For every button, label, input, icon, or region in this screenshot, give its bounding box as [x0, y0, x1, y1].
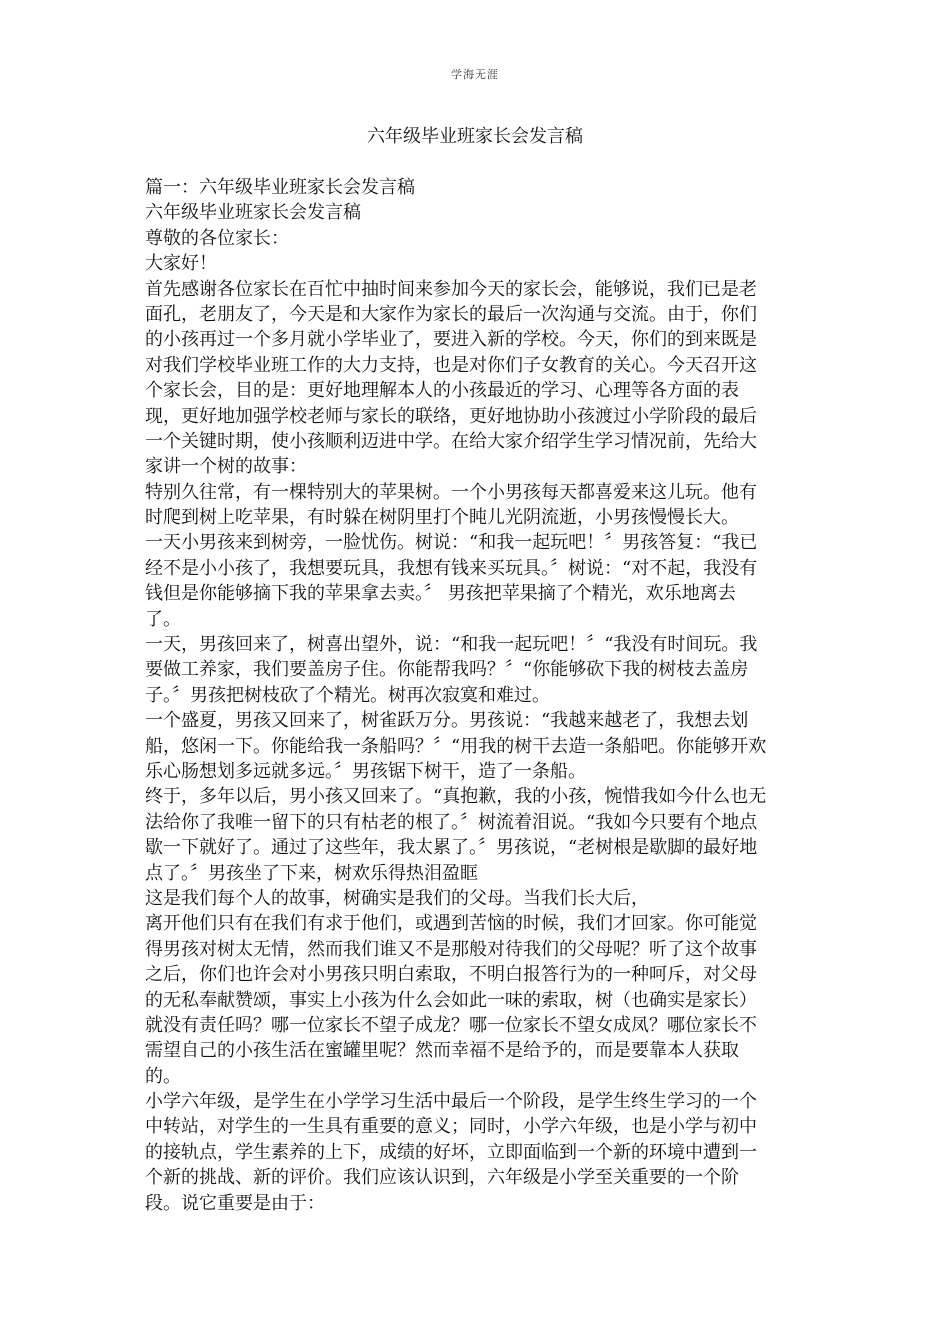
text-line: 子。〞男孩把树枝砍了个精光。树再次寂寞和难过。 [145, 684, 550, 706]
text-line: 钱但是你能够摘下我的苹果拿去卖。〞 男孩把苹果摘了个精光，欢乐地离去 [145, 583, 736, 605]
text-line: 家讲一个树的故事： [145, 456, 307, 478]
text-line: 时爬到树上吃苹果，有时躲在树阴里打个盹儿光阴流逝，小男孩慢慢长大。 [145, 507, 739, 529]
text-line: 尊敬的各位家长： [145, 227, 289, 249]
text-line: 经不是小小孩了，我想要玩具，我想有钱来买玩具。〞树说：“对不起，我没有 [145, 557, 758, 579]
text-line: 的接轨点，学生素养的上下，成绩的好坏，立即面临到一个新的环境中遭到一 [145, 1141, 757, 1163]
text-line: 个家长会，目的是：更好地理解本人的小孩最近的学习、心理等各方面的表 [145, 380, 739, 402]
text-line: 终于，多年以后，男小孩又回来了。“真抱歉，我的小孩，惋惜我如今什么也无 [145, 786, 767, 808]
text-line: 点了。〞男孩坐了下来，树欢乐得热泪盈眶 [145, 862, 478, 884]
text-line: 这是我们每个人的故事，树确实是我们的父母。当我们长大后， [145, 887, 649, 909]
text-line: 篇一：六年级毕业班家长会发言稿 [145, 177, 415, 198]
text-line: 的小孩再过一个多月就小学毕业了，要进入新的学校。今天，你们的到来既是 [145, 329, 757, 351]
text-line: 一个关键时期，使小孩顺利迈进中学。在给大家介绍学生学习情况前，先给大 [145, 430, 757, 452]
text-line: 现，更好地加强学校老师与家长的联络，更好地协助小孩渡过小学阶段的最后 [145, 405, 757, 427]
page-header: 学海无涯 [451, 68, 499, 81]
text-line: 面孔，老朋友了，今天是和大家作为家长的最后一次沟通与交流。由于，你们 [145, 303, 757, 325]
text-line: 一天小男孩来到树旁，一脸忧伤。树说：“和我一起玩吧！〞男孩答复：“我已 [145, 532, 758, 554]
text-line: 得男孩对树太无情，然而我们谁又不是那般对待我们的父母呢？听了这个故事 [145, 938, 757, 960]
text-line: 首先感谢各位家长在百忙中抽时间来参加今天的家长会，能够说，我们已是老 [145, 278, 757, 300]
text-line: 大家好！ [145, 253, 217, 275]
text-line: 需望自己的小孩生活在蜜罐里呢？然而幸福不是给予的，而是要靠本人获取 [145, 1040, 739, 1062]
text-line: 乐心肠想划多远就多远。〞男孩锯下树干，造了一条船。 [145, 760, 586, 782]
document-title: 六年级毕业班家长会发言稿 [367, 126, 583, 147]
text-line: 要做工养家，我们要盖房子住。你能帮我吗？〞“你能够砍下我的树枝去盖房 [145, 659, 749, 681]
text-line: 的无私奉献赞颂，事实上小孩为什么会如此一味的索取，树（也确实是家长） [145, 989, 757, 1011]
text-line: 之后，你们也许会对小男孩只明白索取，不明白报答行为的一种呵斥，对父母 [145, 964, 757, 986]
text-line: 小学六年级，是学生在小学学习生活中最后一个阶段，是学生终生学习的一个 [145, 1091, 757, 1113]
text-line: 个新的挑战、新的评价。我们应该认识到，六年级是小学至关重要的一个阶 [145, 1167, 739, 1189]
text-line: 一个盛夏，男孩又回来了，树雀跃万分。男孩说：“我越来越老了，我想去划 [145, 710, 749, 732]
text-line: 就没有责任吗？哪一位家长不望子成龙？哪一位家长不望女成凤？哪位家长不 [145, 1014, 757, 1036]
text-line: 六年级毕业班家长会发言稿 [145, 202, 361, 224]
text-line: 船，悠闲一下。你能给我一条船吗？〞“用我的树干去造一条船吧。你能够开欢 [145, 735, 767, 757]
text-line: 特别久往常，有一棵特别大的苹果树。一个小男孩每天都喜爱来这儿玩。他有 [145, 481, 757, 503]
text-line: 中转站，对学生的一生具有重要的意义；同时，小学六年级，也是小学与初中 [145, 1116, 757, 1138]
text-line: 了。 [145, 608, 181, 630]
text-line: 一天，男孩回来了，树喜出望外，说：“和我一起玩吧！〞“我没有时间玩。我 [145, 634, 758, 656]
text-line: 段。说它重要是由于： [145, 1192, 325, 1214]
document-body [145, 175, 811, 1216]
text-line: 对我们学校毕业班工作的大力支持，也是对你们子女教育的关心。今天召开这 [145, 354, 757, 376]
text-line: 歇一下就好了。通过了这些年，我太累了。〞男孩说，“老树根是歇脚的最好地 [145, 837, 758, 859]
text-line: 的。 [145, 1065, 181, 1087]
text-line: 法给你了我唯一留下的只有枯老的根了。〞树流着泪说。“我如今只要有个地点 [145, 811, 758, 833]
text-line: 离开他们只有在我们有求于他们，或遇到苦恼的时候，我们才回家。你可能觉 [145, 913, 757, 935]
